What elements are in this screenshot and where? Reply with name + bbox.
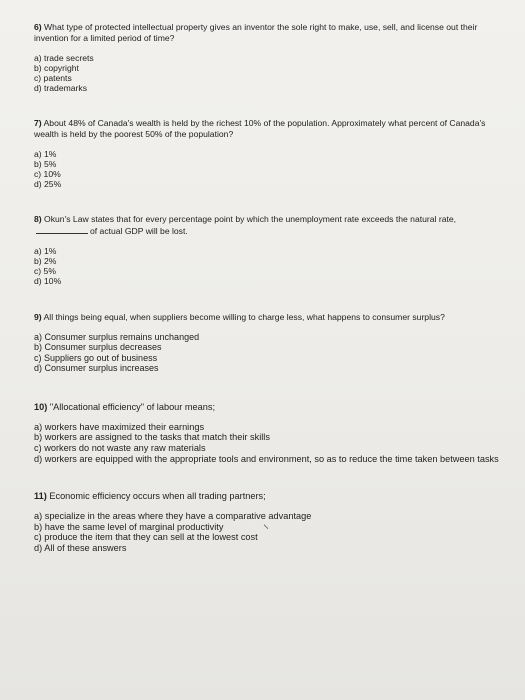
option-c[interactable]: c) produce the item that they can sell at the lowest cost — [34, 532, 258, 543]
option-d[interactable]: d) All of these answers — [34, 543, 127, 554]
question-text: 9) All things being equal, when suppliers become willing to charge less, what happens to consumer surplus? — [34, 312, 445, 322]
option-a[interactable]: a) 1% — [34, 149, 57, 159]
question-9 — [34, 312, 501, 374]
question-number: 6) — [34, 22, 42, 32]
option-c[interactable]: c) workers do not waste any raw materials — [34, 443, 206, 454]
option-d[interactable]: d) Consumer surplus increases — [34, 363, 159, 374]
option-a[interactable]: a) workers have maximized their earnings — [34, 421, 205, 432]
question-text: 11) Economic efficiency occurs when all trading partners; — [34, 490, 266, 501]
question-8 — [34, 214, 501, 286]
option-c[interactable]: c) Suppliers go out of business — [34, 352, 158, 363]
question-text: 10) "Allocational efficiency" of labour means; — [34, 401, 216, 412]
option-list — [34, 149, 501, 189]
option-a[interactable]: a) trade secrets — [34, 53, 94, 63]
option-c[interactable]: c) 10% — [34, 169, 61, 179]
question-7 — [34, 118, 501, 189]
option-b[interactable]: b) 2% — [34, 256, 57, 266]
option-d[interactable]: d) 25% — [34, 179, 62, 189]
option-b[interactable]: b) workers are assigned to the tasks that match their skills — [34, 432, 270, 443]
option-c[interactable]: c) 5% — [34, 266, 56, 276]
option-b[interactable]: b) have the same level of marginal productivity — [34, 521, 224, 532]
option-b[interactable]: b) Consumer surplus decreases — [34, 342, 162, 353]
fill-in-blank — [36, 225, 88, 234]
question-number: 7) — [34, 118, 42, 128]
question-number: 8) — [34, 214, 42, 224]
option-a[interactable]: a) 1% — [34, 246, 57, 256]
option-list — [34, 246, 501, 286]
option-list — [34, 422, 501, 465]
question-number: 10) — [34, 401, 48, 412]
question-text: 6) What type of protected intellectual property gives an inventor the sole right to make, use, sell, and license out their invention for a limited period of time? — [34, 22, 478, 43]
option-d[interactable]: d) 10% — [34, 276, 62, 286]
option-d[interactable]: d) trademarks — [34, 83, 88, 93]
option-list — [34, 53, 501, 93]
option-a[interactable]: a) specialize in the areas where they have a comparative advantage — [34, 510, 312, 521]
question-10 — [34, 402, 501, 465]
question-6 — [34, 22, 501, 93]
text-cursor-icon: ⸌ — [263, 522, 270, 536]
question-number: 11) — [34, 490, 47, 501]
question-text: 8) Okun's Law states that for every percentage point by which the unemployment rate exceeds the natural rate,of actual GDP will be lost. — [34, 214, 457, 236]
option-c[interactable]: c) patents — [34, 73, 72, 83]
option-a[interactable]: a) Consumer surplus remains unchanged — [34, 332, 200, 342]
option-b[interactable]: b) 5% — [34, 159, 57, 169]
question-number: 9) — [34, 312, 42, 322]
option-b[interactable]: b) copyright — [34, 63, 79, 73]
question-text: 7) About 48% of Canada's wealth is held by the richest 10% of the population. Approximately what percent of Canada's wealth is held by the poorest 50% of the population? — [34, 118, 486, 139]
option-d[interactable]: d) workers are equipped with the appropriate tools and environment, so as to reduce the time taken between tasks — [34, 454, 499, 465]
option-list — [34, 332, 501, 374]
